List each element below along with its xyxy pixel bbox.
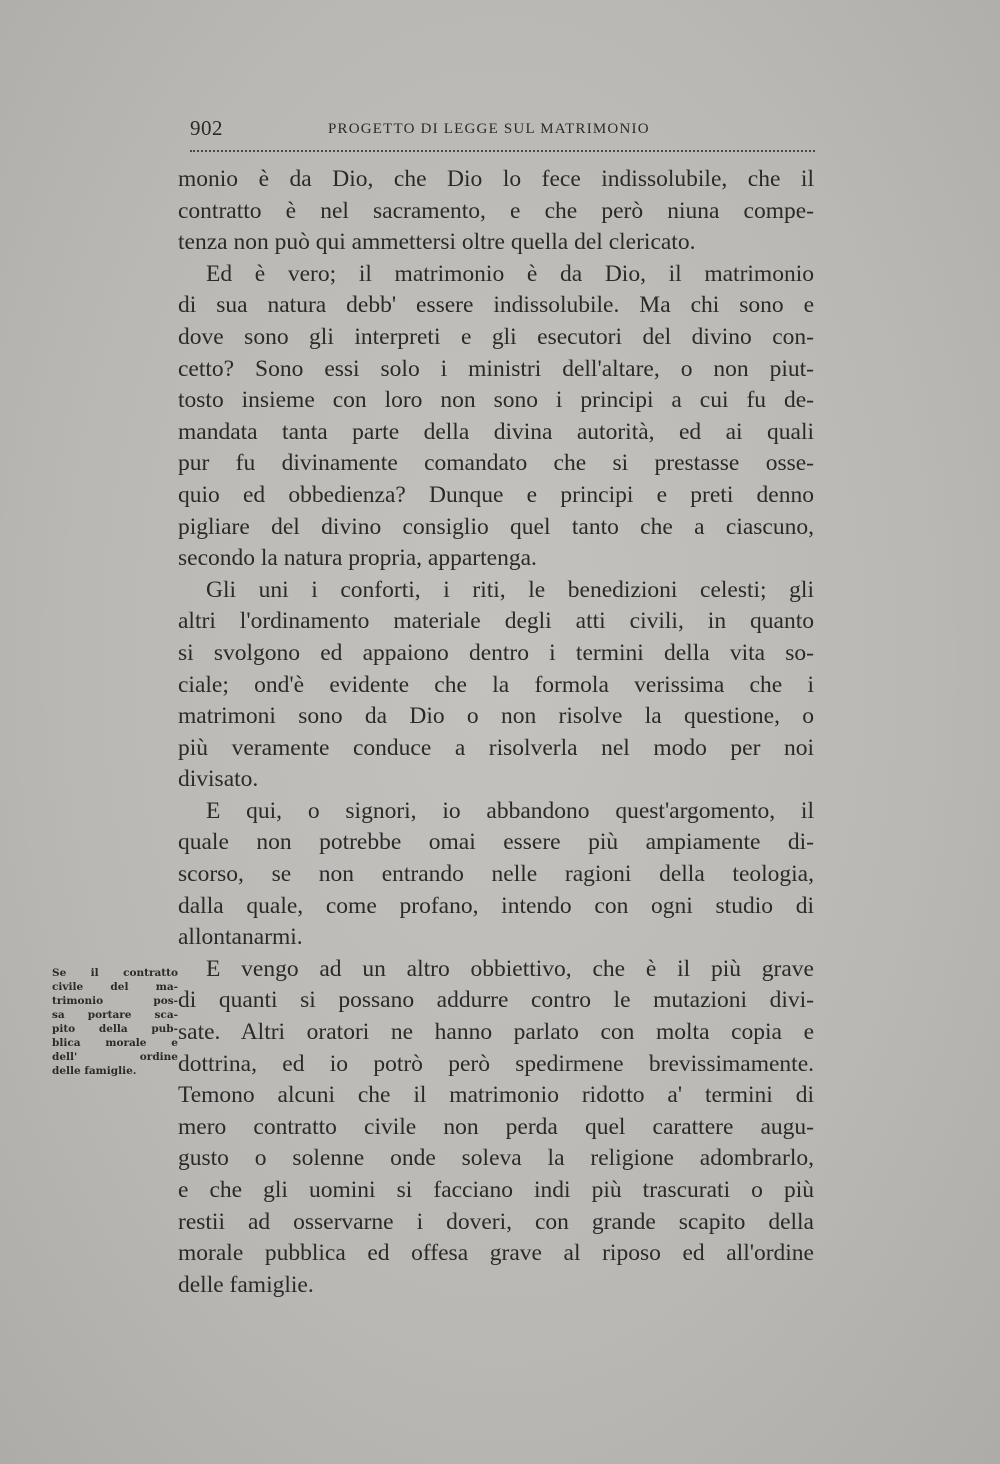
text-line: gusto o solenne onde soleva la religione adombrarlo, bbox=[178, 1145, 814, 1172]
text-line: si svolgono ed appaiono dentro i termini della vita so- bbox=[178, 639, 814, 666]
text-line: contratto è nel sacramento, e che però niuna compe- bbox=[178, 197, 814, 224]
text-line: allontanarmi. bbox=[178, 924, 303, 951]
text-line: ciale; ond'è evidente che la formola verissima che i bbox=[178, 671, 814, 698]
text-line: sate. Altri oratori ne hanno parlato con molta copia e bbox=[178, 1019, 814, 1046]
text-line: più veramente conduce a risolverla nel modo per noi bbox=[178, 734, 814, 761]
margin-note-line: trimonio pos- bbox=[52, 995, 178, 1007]
text-line: e che gli uomini si facciano indi più trascurati o più bbox=[178, 1177, 814, 1203]
text-line: di quanti si possano addurre contro le mutazioni divi- bbox=[178, 987, 814, 1014]
text-line: monio è da Dio, che Dio lo fece indissolubile, che il bbox=[178, 166, 814, 192]
text-line: quale non potrebbe omai essere più ampiamente di- bbox=[178, 829, 814, 856]
text-line: cetto? Sono essi solo i ministri dell'altare, o non piut- bbox=[178, 355, 814, 382]
text-line: morale pubblica ed offesa grave al riposo ed all'ordine bbox=[178, 1240, 814, 1267]
margin-note-line: blica morale e bbox=[52, 1037, 178, 1049]
text-line: quio ed obbedienza? Dunque e principi e preti denno bbox=[178, 481, 814, 508]
text-line: matrimoni sono da Dio o non risolve la questione, o bbox=[178, 703, 814, 730]
text-line: di sua natura debb' essere indissolubile. Ma chi sono e bbox=[178, 292, 814, 319]
text-line: dottrina, ed io potrò però spedirmene brevissimamente. bbox=[178, 1050, 814, 1077]
text-line: tenza non può qui ammettersi oltre quella del clericato. bbox=[178, 229, 696, 256]
text-line: dove sono gli interpreti e gli esecutori del divino con- bbox=[178, 323, 814, 350]
page-number: 902 bbox=[190, 116, 223, 140]
text-line: Temono alcuni che il matrimonio ridotto a' termini di bbox=[178, 1082, 814, 1109]
text-line: altri l'ordinamento materiale degli atti civili, in quanto bbox=[178, 608, 814, 635]
margin-note-line: sa portare sca- bbox=[52, 1009, 178, 1021]
text-line: mero contratto civile non perda quel carattere augu- bbox=[178, 1113, 814, 1140]
text-line: mandata tanta parte della divina autorità, ed ai quali bbox=[178, 418, 814, 445]
text-line: tosto insieme con loro non sono i principi a cui fu de- bbox=[178, 387, 814, 414]
margin-note-line: pito della pub- bbox=[52, 1023, 178, 1035]
margin-note-line: delle famiglie. bbox=[52, 1065, 137, 1077]
text-line: Ed è vero; il matrimonio è da Dio, il matrimonio bbox=[206, 260, 814, 287]
text-line: divisato. bbox=[178, 766, 259, 793]
text-line: delle famiglie. bbox=[178, 1271, 314, 1298]
running-title: PROGETTO DI LEGGE SUL MATRIMONIO bbox=[328, 121, 650, 137]
text-line: pur fu divinamente comandato che si prestasse osse- bbox=[178, 450, 814, 477]
text-line: scorso, se non entrando nelle ragioni della teologia, bbox=[178, 861, 814, 888]
margin-note-line: dell' ordine bbox=[52, 1051, 178, 1063]
text-line: secondo la natura propria, appartenga. bbox=[178, 545, 537, 572]
text-line: E qui, o signori, io abbandono quest'argomento, il bbox=[206, 797, 814, 824]
page-header bbox=[190, 110, 815, 150]
text-line: pigliare del divino consiglio quel tanto che a ciascuno, bbox=[178, 513, 814, 540]
text-line: dalla quale, come profano, intendo con ogni studio di bbox=[178, 892, 814, 919]
margin-note bbox=[52, 966, 178, 1078]
text-line: E vengo ad un altro obbiettivo, che è il più grave bbox=[206, 955, 814, 982]
text-line: Gli uni i conforti, i riti, le benedizioni celesti; gli bbox=[206, 576, 814, 603]
text-line: restii ad osservarne i doveri, con grande scapito della bbox=[178, 1208, 814, 1235]
header-rule bbox=[190, 150, 815, 152]
margin-note-line: civile del ma- bbox=[52, 981, 178, 993]
body-text bbox=[178, 164, 814, 1301]
margin-note-line: Se il contratto bbox=[52, 967, 178, 979]
